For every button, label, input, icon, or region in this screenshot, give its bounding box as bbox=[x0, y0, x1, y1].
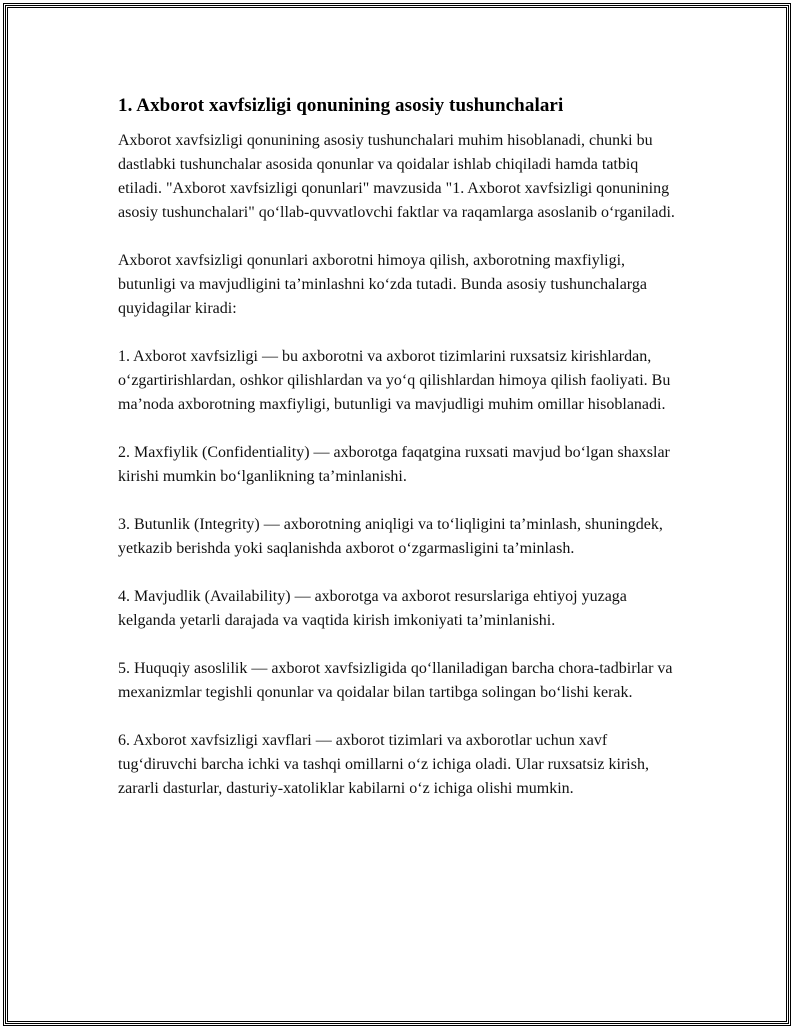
intro-paragraph: Axborot xavfsizligi qonunining asosiy tushunchalari muhim hisoblanadi, chunki bu dastlabki tushunchalar asosida qonunlar va qoidalar ishlab chiqiladi hamda tatbiq etiladi. "Axborot xavfsizligi qonunlari" mavzusida "1. Axborot xavfsizligi qonunining asosiy tushunchalari" qo‘llab-quvvatlovchi faktlar va raqamlarga asoslanib o‘rganiladi. bbox=[118, 132, 675, 221]
concept-confidentiality: 2. Maxfiylik (Confidentiality) — axborotga faqatgina ruxsati mavjud bo‘lgan shaxslar kirishi mumkin bo‘lganlikning ta’minlanishi. bbox=[118, 444, 670, 485]
concept-availability: 4. Mavjudlik (Availability) — axborotga va axborot resurslariga ehtiyoj yuzaga kelganda yetarli darajada va vaqtida kirish imkoniyati ta’minlanishi. bbox=[118, 588, 627, 629]
concept-information-security: 1. Axborot xavfsizligi — bu axborotni va axborot tizimlarini ruxsatsiz kirishlardan, o‘zgartirishlardan, oshkor qilishlardan va yo‘q qilishlardan himoya qilish faoliyati. Bu ma’noda axborotning maxfiyligi, butunligi va mavjudligi muhim omillar hisoblanadi. bbox=[118, 348, 671, 413]
document-body bbox=[118, 93, 683, 825]
concept-security-threats: 6. Axborot xavfsizligi xavflari — axborot tizimlari va axborotlar uchun xavf tug‘diruvchi barcha ichki va tashqi omillarni o‘z ichiga oladi. Ular ruxsatsiz kirish, zararli dasturlar, dasturiy-xatoliklar kabilarni o‘z ichiga olishi mumkin. bbox=[118, 732, 649, 797]
page-title: 1. Axborot xavfsizligi qonunining asosiy tushunchalari bbox=[118, 95, 564, 116]
concept-integrity: 3. Butunlik (Integrity) — axborotning aniqligi va to‘liqligini ta’minlash, shuningdek, yetkazib berishda yoki saqlanishda axborot o‘zgarmasligini ta’minlash. bbox=[118, 516, 663, 557]
overview-paragraph: Axborot xavfsizligi qonunlari axborotni himoya qilish, axborotning maxfiyligi, butunligi va mavjudligini ta’minlashni ko‘zda tutadi. Bunda asosiy tushunchalarga quyidagilar kiradi: bbox=[118, 252, 647, 317]
concept-legal-basis: 5. Huquqiy asoslilik — axborot xavfsizligida qo‘llaniladigan barcha chora-tadbirlar va mexanizmlar tegishli qonunlar va qoidalar bilan tartibga solingan bo‘lishi kerak. bbox=[118, 660, 673, 701]
